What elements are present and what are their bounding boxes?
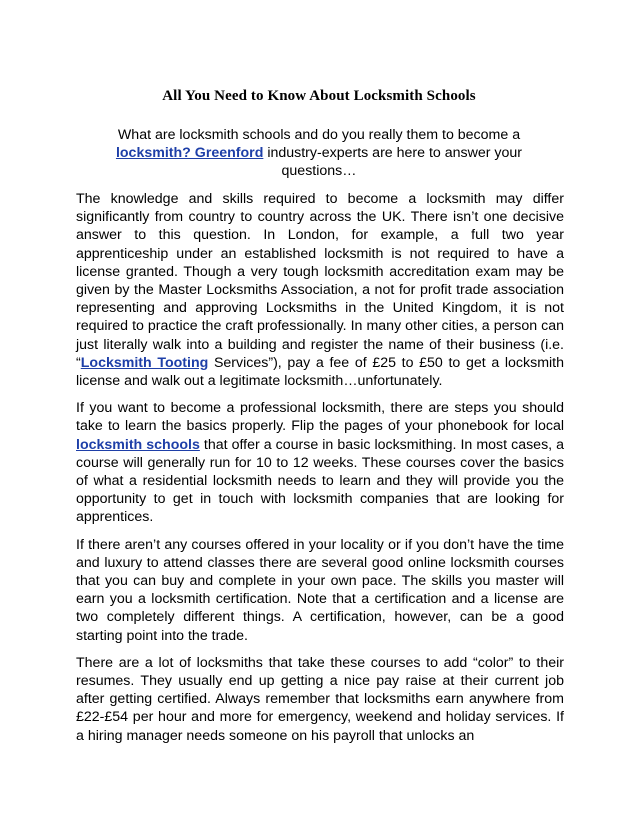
greenford-link[interactable]: locksmith? Greenford — [115, 145, 264, 161]
paragraph-1-pre: The knowledge and skills required to become a locksmith may differ significantly from country to country across the UK. There isn’t one decisive answer to this question. In London, for example, a full two year apprenticeship under an established locksmith is not required to have a license granted. Though a very tough locksmith accreditation exam may be given by the Master Locksmiths Association, a not for profit trade association representing and approving Locksmiths in the United Kingdom, it is not required to practice the craft professionally. In many other cities, a person can just literally walk into a building and register the name of their business (i.e. “ — [76, 191, 564, 371]
paragraph-2-pre: If you want to become a professional locksmith, there are steps you should take to learn the basics properly. Flip the pages of your phonebook for local — [76, 400, 564, 435]
document-body — [76, 190, 564, 754]
paragraph-2 — [76, 399, 564, 526]
subtitle-text-post: industry-experts are here to answer your questions… — [263, 145, 523, 179]
paragraph-2-post: that offer a course in basic locksmithing. In most cases, a course will generally run for 10 to 12 weeks. These courses cover the basics of what a residential locksmith needs to learn and they will provide you the opportunity to get in touch with locksmith companies that are looking for apprentices. — [76, 436, 565, 526]
paragraph-4: There are a lot of locksmiths that take these courses to add “color” to their resumes. They usually end up getting a nice pay raise at their current job after getting certified. Always remember that locksmiths earn anywhere from £22-£54 per hour and more for emergency, weekend and holiday services. If a hiring manager needs someone on his payroll that unlocks an — [76, 654, 564, 744]
locksmith-schools-link[interactable]: locksmith schools — [76, 436, 200, 453]
paragraph-1-post: Services”), pay a fee of £25 to £50 to get a locksmith license and walk out a legitimate locksmith…unfortunately. — [76, 354, 564, 390]
document-subtitle — [100, 126, 538, 180]
paragraph-3: If there aren’t any courses offered in your locality or if you don’t have the time and luxury to attend classes there are several good online locksmith courses that you can buy and complete in your own pace. The skills you master will earn you a locksmith certification. Note that a certification and a license are two completely different things. A certification, however, can be a good starting point into the trade. — [76, 536, 564, 644]
locksmith-tooting-link[interactable]: Locksmith Tooting — [80, 354, 209, 371]
paragraph-1 — [76, 190, 564, 390]
document-title: All You Need to Know About Locksmith Schools — [162, 88, 476, 104]
subtitle-text-pre: What are locksmith schools and do you really them to become a — [117, 127, 521, 143]
